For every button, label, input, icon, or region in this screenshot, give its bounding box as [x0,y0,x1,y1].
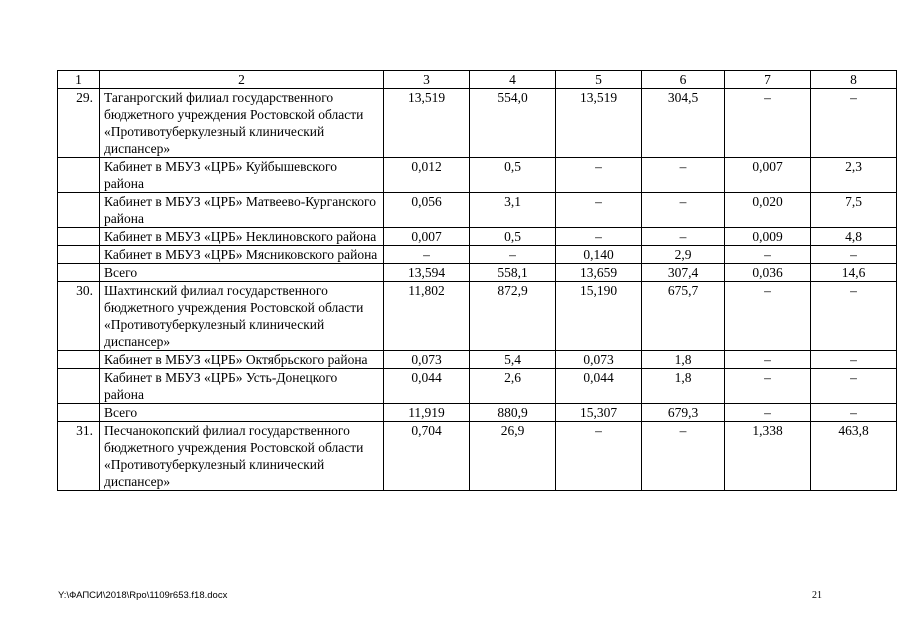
page-number: 21 [812,590,822,601]
value-cell: 0,056 [384,193,470,228]
table-row [58,369,897,404]
data-table [57,70,897,491]
value-cell: 3,1 [470,193,556,228]
institution-name-cell: Всего [100,264,384,282]
institution-name-cell: Кабинет в МБУЗ «ЦРБ» Октябрьского района [100,351,384,369]
value-cell: 13,519 [384,89,470,158]
value-cell: – [811,246,897,264]
value-cell: 554,0 [470,89,556,158]
value-cell: 4,8 [811,228,897,246]
institution-name-cell: Всего [100,404,384,422]
table-row [58,193,897,228]
value-cell: 307,4 [642,264,725,282]
table-row [58,282,897,351]
row-number-cell [58,193,100,228]
value-cell: – [556,158,642,193]
table-row [58,404,897,422]
row-number-cell [58,228,100,246]
institution-name-cell: Кабинет в МБУЗ «ЦРБ» Матвеево-Курганского района [100,193,384,228]
value-cell: 2,3 [811,158,897,193]
header-cell: 8 [811,71,897,89]
value-cell: – [725,369,811,404]
header-cell: 2 [100,71,384,89]
value-cell: 675,7 [642,282,725,351]
footer-file-path: Y:\ФАПСИ\2018\Rpo\1109r653.f18.docx [58,590,228,601]
value-cell: 0,5 [470,228,556,246]
value-cell: 2,6 [470,369,556,404]
table-row [58,246,897,264]
value-cell: 15,190 [556,282,642,351]
value-cell: 5,4 [470,351,556,369]
value-cell: 13,659 [556,264,642,282]
value-cell: 304,5 [642,89,725,158]
value-cell: – [811,369,897,404]
value-cell: 26,9 [470,422,556,491]
value-cell: 0,140 [556,246,642,264]
value-cell: – [811,89,897,158]
value-cell: 0,036 [725,264,811,282]
value-cell: – [725,404,811,422]
institution-name-cell: Кабинет в МБУЗ «ЦРБ» Усть-Донецкого района [100,369,384,404]
value-cell: 13,594 [384,264,470,282]
value-cell: 0,704 [384,422,470,491]
value-cell: 1,8 [642,369,725,404]
value-cell: 14,6 [811,264,897,282]
table-row [58,228,897,246]
value-cell: – [556,422,642,491]
value-cell: – [642,158,725,193]
institution-name-cell: Кабинет в МБУЗ «ЦРБ» Мясниковского района [100,246,384,264]
value-cell: 15,307 [556,404,642,422]
value-cell: 11,802 [384,282,470,351]
value-cell: 0,044 [384,369,470,404]
header-cell: 6 [642,71,725,89]
value-cell: 1,8 [642,351,725,369]
row-number-cell [58,158,100,193]
row-number-cell [58,369,100,404]
value-cell: – [470,246,556,264]
value-cell: 679,3 [642,404,725,422]
value-cell: 2,9 [642,246,725,264]
value-cell: 0,5 [470,158,556,193]
row-number-cell [58,351,100,369]
table-row [58,264,897,282]
institution-name-cell: Кабинет в МБУЗ «ЦРБ» Неклиновского района [100,228,384,246]
header-cell: 3 [384,71,470,89]
value-cell: – [556,193,642,228]
value-cell: – [642,193,725,228]
value-cell: 0,073 [384,351,470,369]
table-row [58,351,897,369]
row-number-cell: 29. [58,89,100,158]
value-cell: – [811,282,897,351]
value-cell: – [725,282,811,351]
institution-name-cell: Таганрогский филиал государственного бюджетного учреждения Ростовской области «Противотуберкулезный клинический диспансер» [100,89,384,158]
table-row [58,158,897,193]
row-number-cell: 30. [58,282,100,351]
header-cell: 5 [556,71,642,89]
institution-name-cell: Шахтинский филиал государственного бюджетного учреждения Ростовской области «Противотуберкулезный клинический диспансер» [100,282,384,351]
value-cell: – [384,246,470,264]
value-cell: – [811,351,897,369]
institution-name-cell: Кабинет в МБУЗ «ЦРБ» Куйбышевского района [100,158,384,193]
value-cell: 0,007 [384,228,470,246]
value-cell: – [642,422,725,491]
table-row [58,89,897,158]
table-row [58,422,897,491]
header-row [58,71,897,89]
value-cell: 0,007 [725,158,811,193]
value-cell: – [725,351,811,369]
value-cell: 558,1 [470,264,556,282]
value-cell: 0,012 [384,158,470,193]
value-cell: – [725,246,811,264]
value-cell: 463,8 [811,422,897,491]
header-cell: 1 [58,71,100,89]
row-number-cell [58,246,100,264]
header-cell: 7 [725,71,811,89]
value-cell: 7,5 [811,193,897,228]
institution-name-cell: Песчанокопский филиал государственного бюджетного учреждения Ростовской области «Противотуберкулезный клинический диспансер» [100,422,384,491]
value-cell: – [811,404,897,422]
value-cell: – [725,89,811,158]
value-cell: 872,9 [470,282,556,351]
value-cell: 880,9 [470,404,556,422]
value-cell: – [556,228,642,246]
value-cell: 13,519 [556,89,642,158]
row-number-cell: 31. [58,422,100,491]
value-cell: 0,073 [556,351,642,369]
value-cell: 11,919 [384,404,470,422]
value-cell: – [642,228,725,246]
value-cell: 0,044 [556,369,642,404]
row-number-cell [58,404,100,422]
value-cell: 1,338 [725,422,811,491]
header-cell: 4 [470,71,556,89]
value-cell: 0,009 [725,228,811,246]
row-number-cell [58,264,100,282]
value-cell: 0,020 [725,193,811,228]
